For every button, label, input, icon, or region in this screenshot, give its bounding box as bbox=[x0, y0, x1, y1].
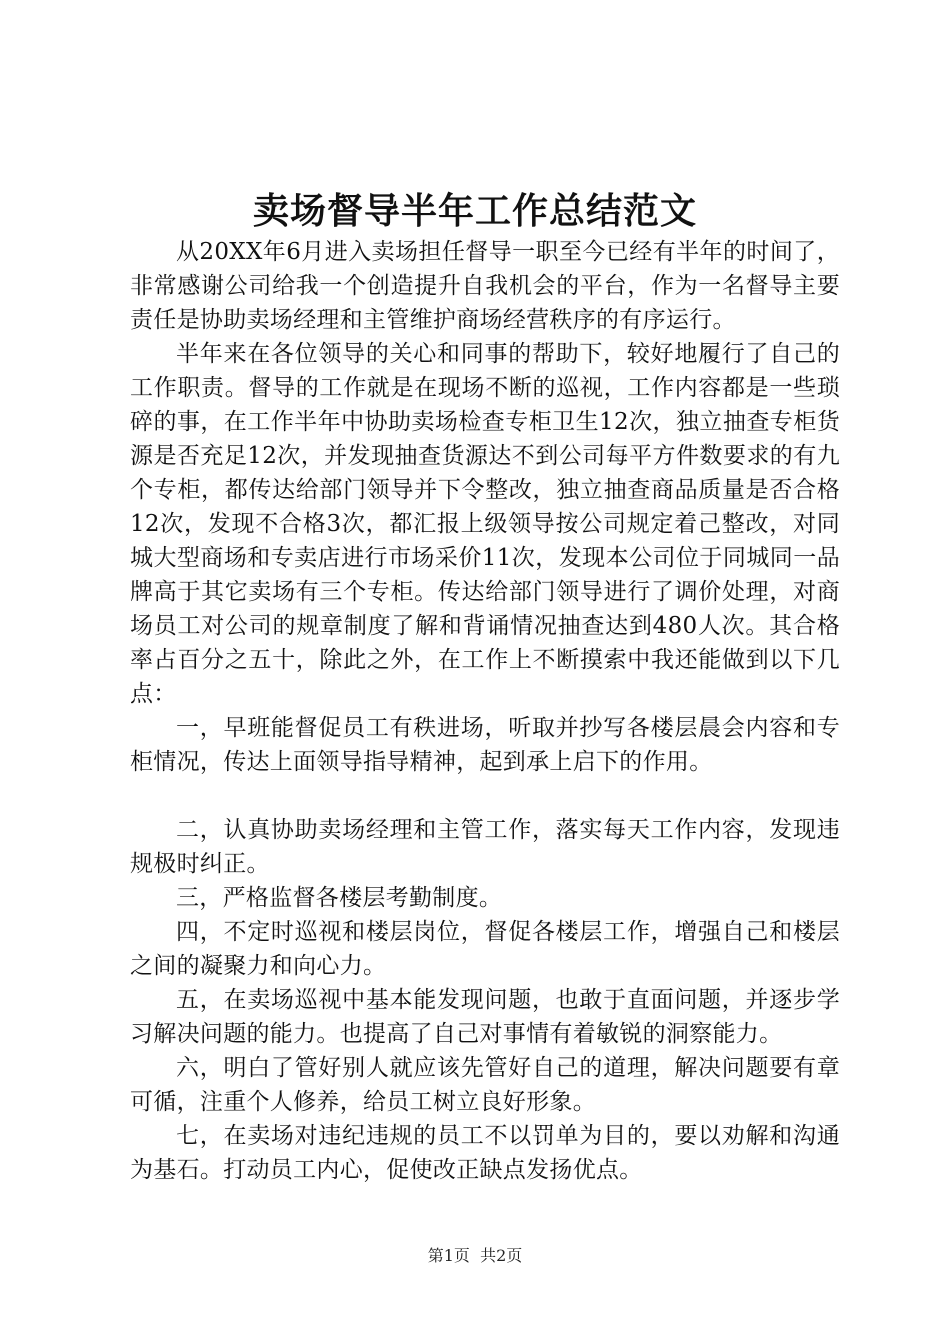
paragraph-point-1: 一，早班能督促员工有秩进场，听取并抄写各楼层晨会内容和专柜情况，传达上面领导指导精神，起到承上启下的作用。 bbox=[130, 715, 840, 775]
paragraph-intro: 从20XX年6月进入卖场担任督导一职至今已经有半年的时间了，非常感谢公司给我一个创造提升自我机会的平台，作为一名督导主要责任是协助卖场经理和主管维护商场经营秩序的有序运行。 bbox=[130, 239, 840, 333]
paragraph-summary: 半年来在各位领导的关心和同事的帮助下，较好地履行了自己的工作职责。督导的工作就是在现场不断的巡视，工作内容都是一些琐碎的事，在工作半年中协助卖场检查专柜卫生12次，独立抽查专柜货源是否充足12次，并发现抽查货源达不到公司每平方件数要求的有九个专柜，都传达给部门领导并下令整改，独立抽查商品质量是否合格12次，发现不合格3次，都汇报上级领导按公司规定着己整改，对同城大型商场和专卖店进行市场采价11次，发现本公司位于同城同一品牌高于其它卖场有三个专柜。传达给部门领导进行了调价处理，对商场员工对公司的规章制度了解和背诵情况抽查达到480人次。其合格率占百分之五十，除此之外，在工作上不断摸索中我还能做到以下几点： bbox=[130, 341, 840, 707]
paragraph-point-5: 五，在卖场巡视中基本能发现问题，也敢于直面问题，并逐步学习解决问题的能力。也提高了自己对事情有着敏锐的洞察能力。 bbox=[130, 987, 840, 1047]
paragraph-point-3: 三，严格监督各楼层考勤制度。 bbox=[176, 885, 503, 911]
paragraph-point-4: 四，不定时巡视和楼层岗位，督促各楼层工作，增强自己和楼层之间的凝聚力和向心力。 bbox=[130, 919, 840, 979]
document-body bbox=[130, 235, 840, 1187]
paragraph-point-6: 六，明白了管好别人就应该先管好自己的道理，解决问题要有章可循，注重个人修养，给员工树立良好形象。 bbox=[130, 1055, 840, 1115]
paragraph-point-7: 七，在卖场对违纪违规的员工不以罚单为目的，要以劝解和沟通为基石。打动员工内心，促使改正缺点发扬优点。 bbox=[130, 1123, 840, 1183]
document-title: 卖场督导半年工作总结范文 bbox=[252, 190, 697, 232]
page-footer: 第1页 共2页 bbox=[427, 1246, 523, 1265]
paragraph-point-2: 二，认真协助卖场经理和主管工作，落实每天工作内容，发现违规极时纠正。 bbox=[130, 817, 840, 877]
